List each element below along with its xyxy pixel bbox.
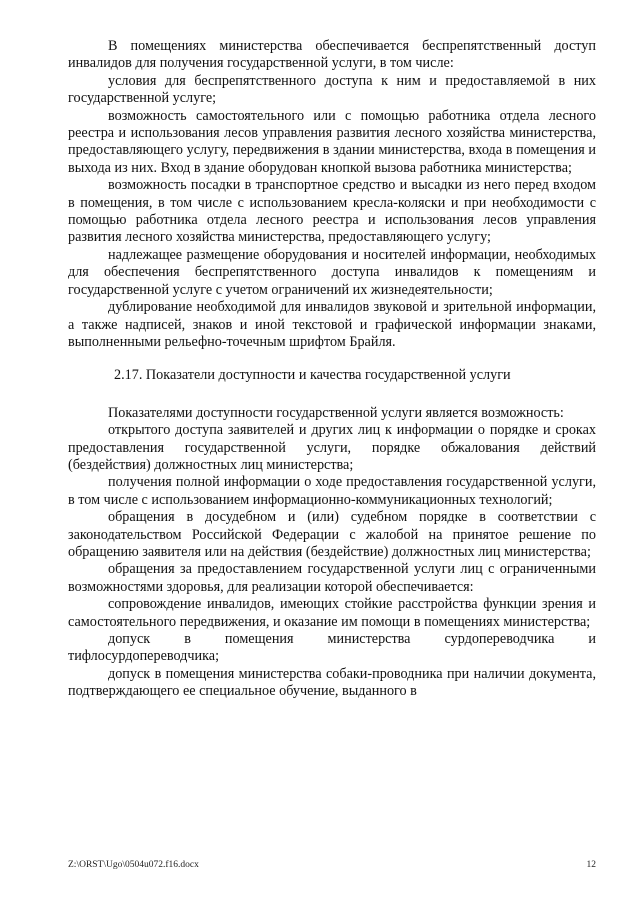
- paragraph: получения полной информации о ходе предоставления государственной услуги, в том числе с использованием информационно-коммуникационных технологий;: [68, 474, 596, 508]
- paragraph: надлежащее размещение оборудования и носителей информации, необходимых для обеспечения беспрепятственного доступа инвалидов к помещениям и государственной услуге с учетом ограничений их жизнедеятельности;: [68, 246, 596, 298]
- paragraph: возможность посадки в транспортное средство и высадки из него перед входом в помещения, в том числе с использованием кресла-коляски и при необходимости с помощью работника отдела лесного реестра и использования лесов управления развития лесного хозяйства министерства, предоставляющего услугу;: [68, 177, 596, 246]
- paragraph: открытого доступа заявителей и других лиц к информации о порядке и сроках предоставления государственной услуги, порядке обжалования действий (бездействия) должностных лиц министерства;: [68, 422, 596, 473]
- paragraph: обращения в досудебном и (или) судебном порядке в соответствии с законодательством Российской Федерации с жалобой на принятое решение по обращению заявителя или на действия (бездействие) должностных лиц министерства;: [68, 509, 596, 560]
- paragraph: допуск в помещения министерства собаки-проводника при наличии документа, подтверждающего ее специальное обучение, выданного в: [68, 665, 596, 700]
- paragraph: условия для беспрепятственного доступа к ним и предоставляемой в них государственной услуге;: [68, 72, 596, 107]
- paragraph: допуск в помещения министерства сурдопереводчика и тифлосурдопереводчика;: [68, 631, 596, 665]
- paragraph: сопровождение инвалидов, имеющих стойкие расстройства функции зрения и самостоятельного передвижения, и оказание им помощи в помещениях министерства;: [68, 596, 596, 630]
- paragraph: возможность самостоятельного или с помощью работника отдела лесного реестра и использования лесов управления развития лесного хозяйства министерства, предоставляющего услугу, передвижения в здании министерства, входа в помещения и выхода из них. Вход в здание оборудован кнопкой вызова работника министерства;: [68, 107, 596, 176]
- footer-file-path: Z:\ORST\Ugo\0504u072.f16.docx: [68, 860, 199, 870]
- section-heading: 2.17. Показатели доступности и качества государственной услуги: [114, 367, 511, 384]
- document-body: [68, 38, 596, 701]
- paragraph: Показателями доступности государственной услуги является возможность:: [108, 404, 564, 421]
- page-number: 12: [586, 860, 596, 870]
- paragraph: дублирование необходимой для инвалидов звуковой и зрительной информации, а также надписей, знаков и иной текстовой и графической информации знаками, выполненными рельефно-точечным шрифтом Брайля.: [68, 299, 596, 350]
- paragraph: В помещениях министерства обеспечивается беспрепятственный доступ инвалидов для получения государственной услуги, в том числе:: [68, 38, 596, 72]
- paragraph: обращения за предоставлением государственной услуги лиц с ограниченными возможностями здоровья, для реализации которой обеспечивается:: [68, 561, 596, 595]
